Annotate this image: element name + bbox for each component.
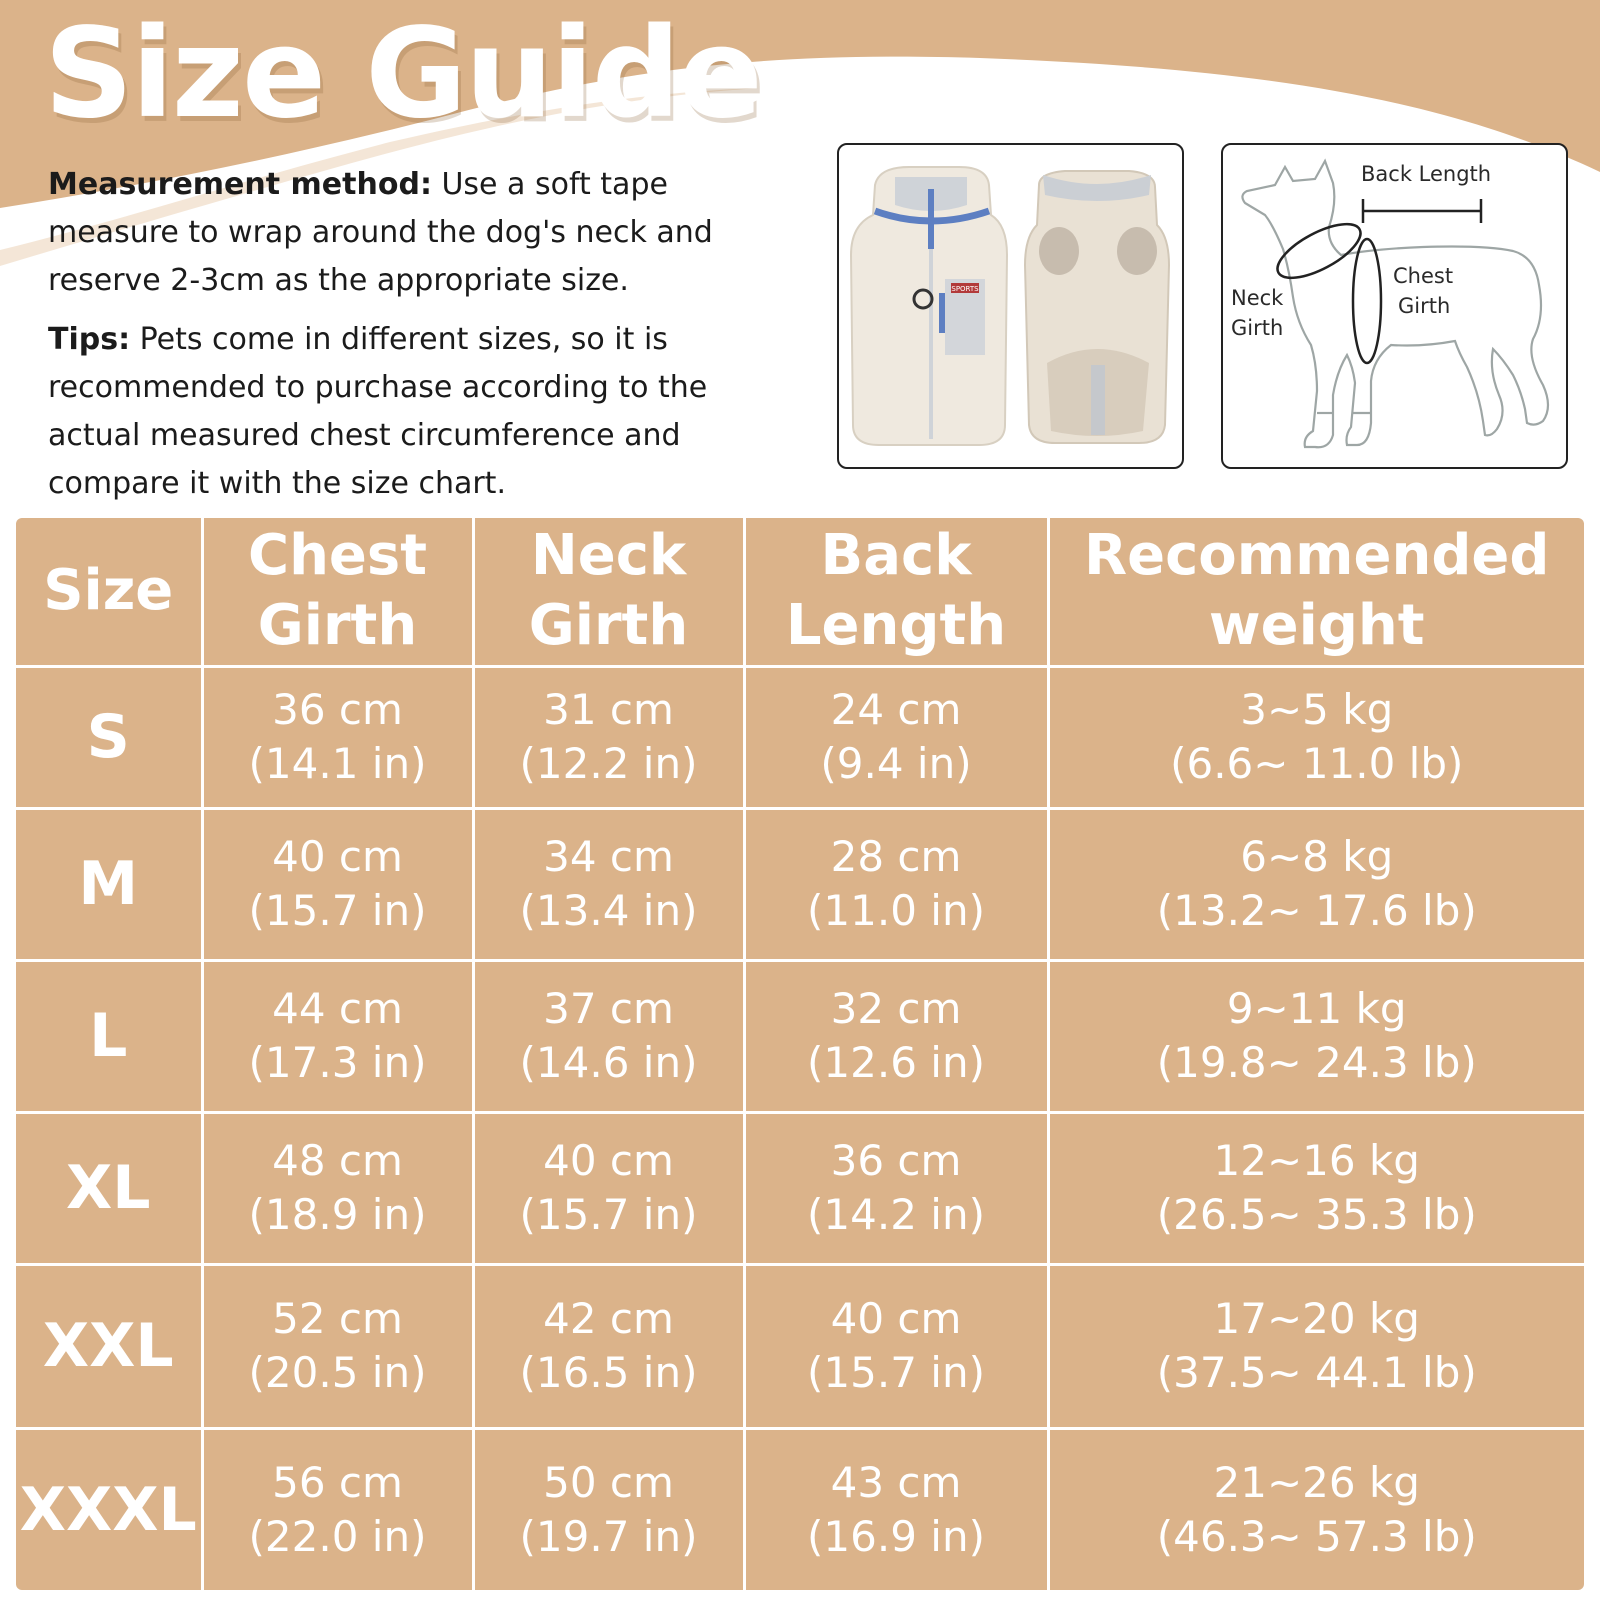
table-row <box>16 1264 1584 1428</box>
back-length-arrow-icon <box>1363 199 1481 223</box>
page-title: Size Guide <box>44 2 761 146</box>
recommended-weight-cell: 12~16 kg (26.5~ 35.3 lb) <box>1048 1112 1584 1264</box>
neck-girth-label-line1: Neck <box>1231 286 1284 310</box>
chest-girth-label-line2: Girth <box>1398 294 1451 318</box>
neck-girth-cell: 34 cm (13.4 in) <box>473 808 744 960</box>
header-neck-girth: Neck Girth <box>473 518 744 666</box>
back-length-cell: 36 cm (14.2 in) <box>744 1112 1048 1264</box>
header-chest-girth: Chest Girth <box>202 518 473 666</box>
size-cell: L <box>16 960 202 1112</box>
table-header-row <box>16 518 1584 666</box>
recommended-weight-cell: 17~20 kg (37.5~ 44.1 lb) <box>1048 1264 1584 1428</box>
size-chart <box>16 518 1584 1590</box>
chest-girth-cell: 56 cm (22.0 in) <box>202 1428 473 1590</box>
neck-girth-label-line2: Girth <box>1231 316 1284 340</box>
neck-girth-cell: 31 cm (12.2 in) <box>473 666 744 808</box>
chest-girth-loop-icon <box>1353 239 1381 363</box>
size-cell: XXL <box>16 1264 202 1428</box>
measurement-method-text: Use a soft tape measure to wrap around the dog's neck and reserve 2-3cm as the appropriate size. <box>48 167 713 298</box>
header-size: Size <box>16 518 202 666</box>
neck-girth-cell: 42 cm (16.5 in) <box>473 1264 744 1428</box>
table-row <box>16 960 1584 1112</box>
header-recommended-weight: Recommended weight <box>1048 518 1584 666</box>
back-length-cell: 43 cm (16.9 in) <box>744 1428 1048 1590</box>
measurement-method-paragraph <box>48 161 808 305</box>
table-row <box>16 666 1584 808</box>
recommended-weight-cell: 21~26 kg (46.3~ 57.3 lb) <box>1048 1428 1584 1590</box>
chest-girth-cell: 48 cm (18.9 in) <box>202 1112 473 1264</box>
dog-measurement-diagram <box>1221 143 1568 469</box>
size-cell: S <box>16 666 202 808</box>
tips-text: Pets come in different sizes, so it is recommended to purchase according to the actual measured chest circumference and compare it with the size chart. <box>48 322 708 501</box>
back-length-cell: 28 cm (11.0 in) <box>744 808 1048 960</box>
chest-girth-cell: 52 cm (20.5 in) <box>202 1264 473 1428</box>
vest-badge-text: SPORTS <box>951 285 979 293</box>
tips-paragraph <box>48 316 808 508</box>
vest-front-illustration <box>851 167 1007 445</box>
neck-girth-cell: 37 cm (14.6 in) <box>473 960 744 1112</box>
chest-girth-cell: 44 cm (17.3 in) <box>202 960 473 1112</box>
recommended-weight-cell: 6~8 kg (13.2~ 17.6 lb) <box>1048 808 1584 960</box>
dog-outline <box>1242 161 1548 447</box>
vest-back-illustration <box>1025 171 1169 443</box>
size-table <box>16 518 1584 1590</box>
size-cell: XL <box>16 1112 202 1264</box>
recommended-weight-cell: 9~11 kg (19.8~ 24.3 lb) <box>1048 960 1584 1112</box>
back-length-label: Back Length <box>1361 162 1492 186</box>
back-length-cell: 32 cm (12.6 in) <box>744 960 1048 1112</box>
neck-girth-cell: 50 cm (19.7 in) <box>473 1428 744 1590</box>
size-cell: XXXL <box>16 1428 202 1590</box>
chest-girth-cell: 36 cm (14.1 in) <box>202 666 473 808</box>
chest-girth-cell: 40 cm (15.7 in) <box>202 808 473 960</box>
table-row <box>16 1428 1584 1590</box>
measurement-method-label: Measurement method: <box>48 167 432 202</box>
size-cell: M <box>16 808 202 960</box>
vest-product-image <box>837 143 1184 469</box>
recommended-weight-cell: 3~5 kg (6.6~ 11.0 lb) <box>1048 666 1584 808</box>
table-row <box>16 1112 1584 1264</box>
back-length-cell: 40 cm (15.7 in) <box>744 1264 1048 1428</box>
header-back-length: Back Length <box>744 518 1048 666</box>
tips-label: Tips: <box>48 322 131 357</box>
back-length-cell: 24 cm (9.4 in) <box>744 666 1048 808</box>
table-row <box>16 808 1584 960</box>
neck-girth-cell: 40 cm (15.7 in) <box>473 1112 744 1264</box>
chest-girth-label-line1: Chest <box>1393 264 1454 288</box>
